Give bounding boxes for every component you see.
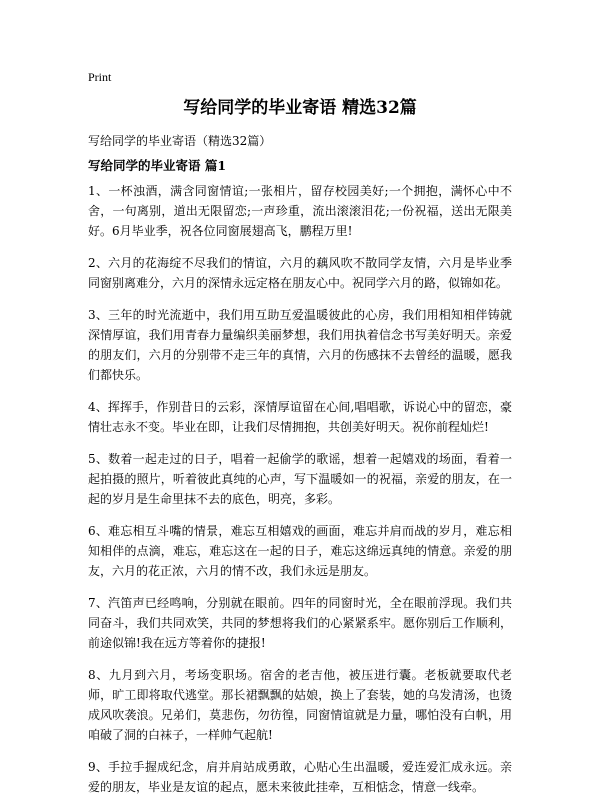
paragraph-7: 7、汽笛声已经鸣响，分别就在眼前。四年的同窗时光，全在眼前浮现。我们共同奋斗，我们共同欢笑，共同的梦想将我们的心紧紧系牢。愿你别后工作顺利，前途似锦!我在远方等着你的捷报! [88,596,512,650]
print-label[interactable]: Print [88,70,112,84]
section-heading: 写给同学的毕业寄语 篇1 [88,158,227,173]
document-subtitle: 写给同学的毕业寄语（精选32篇） [88,134,272,148]
document-title: 写给同学的毕业寄语 精选32篇 [183,98,417,118]
paragraph-6: 6、难忘相互斗嘴的情景，难忘互相嬉戏的画面，难忘并肩而战的岁月，难忘相知相伴的点滴，难忘，难忘这在一起的日子，难忘这绵远真纯的情意。亲爱的朋友，六月的花正浓，六月的情不改，我们永远是朋友。 [88,524,512,578]
paragraph-9: 9、手拉手握成纪念，肩并肩站成勇敢，心贴心生出温暖，爱连爱汇成永远。亲爱的朋友，毕业是友谊的起点，愿未来彼此挂牵，互相惦念，情意一线牵。 [88,760,512,794]
paragraph-1: 1、一杯浊酒，满含同窗情谊;一张相片，留存校园美好;一个拥抱，满怀心中不舍，一句离别，道出无限留恋;一声珍重，流出滚滚泪花;一份祝福，送出无限美好。6月毕业季，祝各位同窗展翅高飞，鹏程万里! [88,184,512,238]
paragraph-8: 8、九月到六月，考场变职场。宿舍的老吉他，被压进行囊。老板就要取代老师，旷工即将取代逃堂。那长裙飘飘的姑娘，换上了套装，她的乌发清汤，也烫成风吹袭浪。兄弟们，莫悲伤，勿彷徨，同窗情谊就是力量，哪怕没有白帆，用咱破了洞的白袜子，一样帅气起航! [88,668,512,742]
paragraph-4: 4、挥挥手，作别昔日的云彩，深情厚谊留在心间,唱唱歌，诉说心中的留恋，豪情壮志永不变。毕业在即，让我们尽情拥抱，共创美好明天。祝你前程灿烂! [88,400,512,434]
article-body [88,181,512,809]
paragraph-2: 2、六月的花海绽不尽我们的情谊，六月的藕风吹不散同学友情，六月是毕业季同窗别离难分，六月的深情永远定格在朋友心中。祝同学六月的路，似锦如花。 [88,256,512,290]
paragraph-3: 3、三年的时光流逝中，我们用互助互爱温暖彼此的心房，我们用相知相伴铸就深情厚谊，我们用青春力量编织美丽梦想，我们用执着信念书写美好明天。亲爱的朋友们，六月的分别带不走三年的真情，六月的伤感抹不去曾经的温暖，愿我们都快乐。 [88,308,512,382]
paragraph-5: 5、数着一起走过的日子，唱着一起偷学的歌谣，想着一起嬉戏的场面，看着一起拍摄的照片，听着彼此真纯的心声，写下温暖如一的祝福，亲爱的朋友，在一起的岁月是生命里抹不去的底色，明亮，多彩。 [88,452,512,506]
